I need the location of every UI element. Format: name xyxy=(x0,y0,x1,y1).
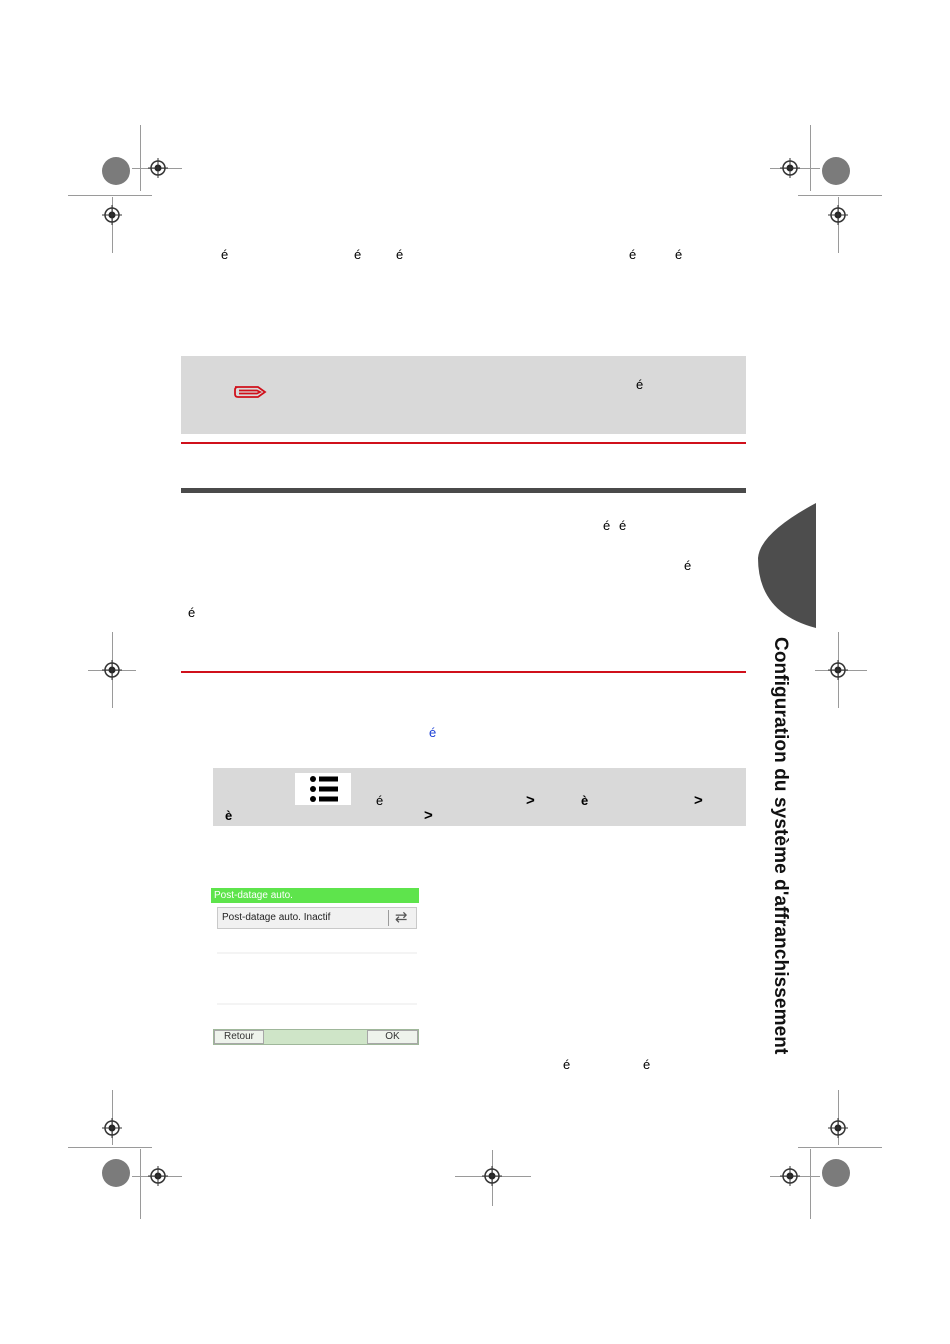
registration-mark-icon xyxy=(148,1166,168,1186)
menu-button[interactable] xyxy=(295,773,351,805)
registration-mark-icon xyxy=(148,158,168,178)
post-datage-setting-label: Post-datage auto. Inactif xyxy=(222,912,331,923)
text-fragment: è xyxy=(225,808,233,823)
path-separator: > xyxy=(424,807,433,824)
chapter-title: Configuration du système d'affranchissement xyxy=(770,637,791,1055)
empty-row xyxy=(217,952,417,954)
empty-row xyxy=(217,1003,417,1005)
chapter-tab xyxy=(758,503,816,628)
registration-mark-icon xyxy=(828,660,848,680)
registration-mark-icon xyxy=(102,1118,122,1138)
menu-path-box xyxy=(213,768,746,826)
text-fragment: é xyxy=(221,247,229,262)
screen-header: Post-datage auto. xyxy=(211,888,419,903)
registration-dot xyxy=(102,157,130,185)
text-fragment: é xyxy=(563,1057,571,1072)
registration-dot xyxy=(822,157,850,185)
section-divider xyxy=(181,442,746,444)
text-fragment: è xyxy=(581,793,589,808)
text-fragment: é xyxy=(376,793,384,808)
heading-rule xyxy=(181,488,746,493)
row-divider xyxy=(388,910,389,926)
text-fragment: é xyxy=(188,605,196,620)
text-fragment: é xyxy=(684,558,692,573)
ok-button[interactable]: OK xyxy=(367,1030,418,1044)
path-separator: > xyxy=(694,792,703,809)
registration-mark-icon xyxy=(828,1118,848,1138)
text-fragment: é xyxy=(603,518,611,533)
back-button[interactable]: Retour xyxy=(214,1030,264,1044)
registration-dot xyxy=(102,1159,130,1187)
text-fragment: é xyxy=(675,247,683,262)
text-fragment: é xyxy=(636,377,644,392)
menu-list-icon xyxy=(309,774,339,804)
text-fragment: é xyxy=(396,247,404,262)
text-fragment: é xyxy=(643,1057,651,1072)
registration-dot xyxy=(822,1159,850,1187)
paperclip-note-icon xyxy=(232,383,268,401)
registration-mark-icon xyxy=(102,660,122,680)
registration-mark-icon xyxy=(828,205,848,225)
registration-mark-icon xyxy=(102,205,122,225)
text-fragment: é xyxy=(354,247,362,262)
text-fragment: é xyxy=(619,518,627,533)
text-fragment: é xyxy=(629,247,637,262)
registration-mark-icon xyxy=(482,1166,502,1186)
registration-mark-icon xyxy=(780,1166,800,1186)
section-divider xyxy=(181,671,746,673)
link-fragment[interactable]: é xyxy=(429,725,437,740)
toggle-arrows-icon[interactable]: ⇄ xyxy=(395,909,408,926)
path-separator: > xyxy=(526,792,535,809)
registration-mark-icon xyxy=(780,158,800,178)
